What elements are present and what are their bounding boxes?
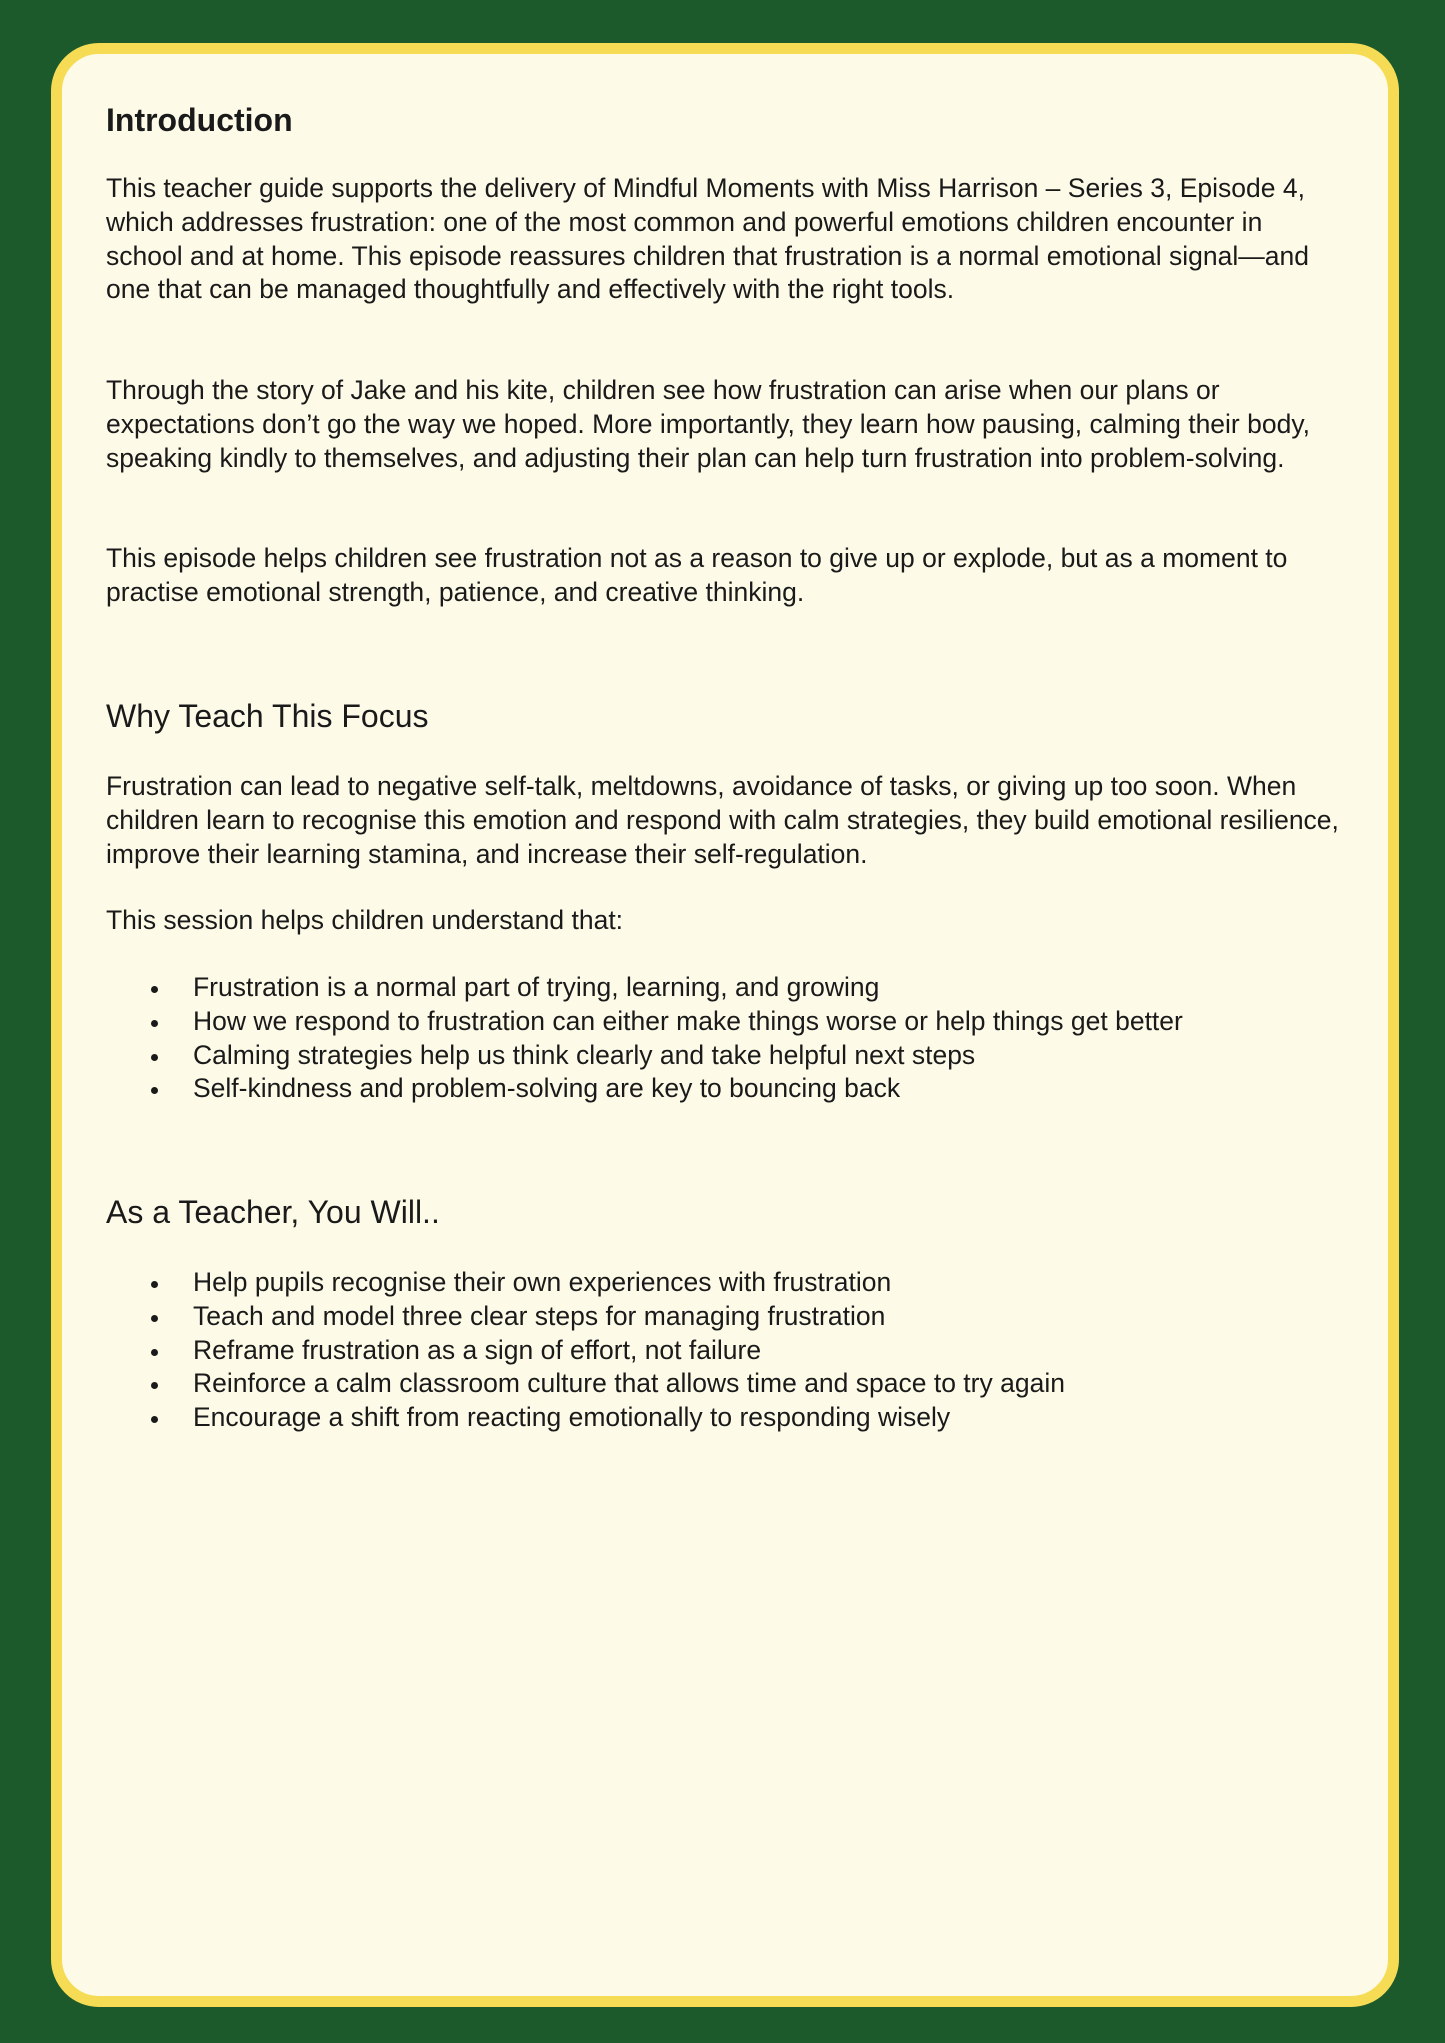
why-teach-list (106, 971, 1346, 1106)
list-item: Frustration is a normal part of trying, learning, and growing (106, 971, 1346, 1005)
list-item: Reinforce a calm classroom culture that allows time and space to try again (106, 1367, 1346, 1401)
list-item: Reframe frustration as a sign of effort, not failure (106, 1334, 1346, 1368)
as-teacher-list (106, 1266, 1346, 1435)
list-item: Encourage a shift from reacting emotionally to responding wisely (106, 1401, 1346, 1435)
list-item: Teach and model three clear steps for managing frustration (106, 1300, 1346, 1334)
list-item: Self-kindness and problem-solving are key to bouncing back (106, 1072, 1346, 1106)
why-teach-heading: Why Teach This Focus (106, 698, 429, 734)
why-teach-lead-in: This session helps children understand that: (106, 905, 624, 935)
introduction-paragraph-1: This teacher guide supports the delivery of Mindful Moments with Miss Harrison – Series 3, Episode 4, which addresses frustration: one of the most common and powerful emotions children encounter in school and at home. This episode reassures children that frustration is a normal emotional signal—and one that can be managed thoughtfully and effectively with the right tools. (106, 173, 1309, 305)
as-teacher-heading: As a Teacher, You Will.. (106, 1194, 440, 1230)
why-teach-paragraph: Frustration can lead to negative self-talk, meltdowns, avoidance of tasks, or giving up too soon. When children learn to recognise this emotion and respond with calm strategies, they build emotional resilience, improve their learning stamina, and increase their self-regulation. (106, 771, 1339, 869)
list-item: How we respond to frustration can either make things worse or help things get better (106, 1005, 1346, 1039)
introduction-paragraph-2: Through the story of Jake and his kite, children see how frustration can arise when our plans or expectations don’t go the way we hoped. More importantly, they learn how pausing, calming their body, speaking kindly to themselves, and adjusting their plan can help turn frustration into problem-solving. (106, 375, 1310, 473)
list-item: Calming strategies help us think clearly and take helpful next steps (106, 1039, 1346, 1073)
introduction-paragraph-3: This episode helps children see frustration not as a reason to give up or explode, but as a moment to practise emotional strength, patience, and creative thinking. (106, 543, 1288, 607)
introduction-heading: Introduction (106, 102, 293, 138)
list-item: Help pupils recognise their own experiences with frustration (106, 1266, 1346, 1300)
